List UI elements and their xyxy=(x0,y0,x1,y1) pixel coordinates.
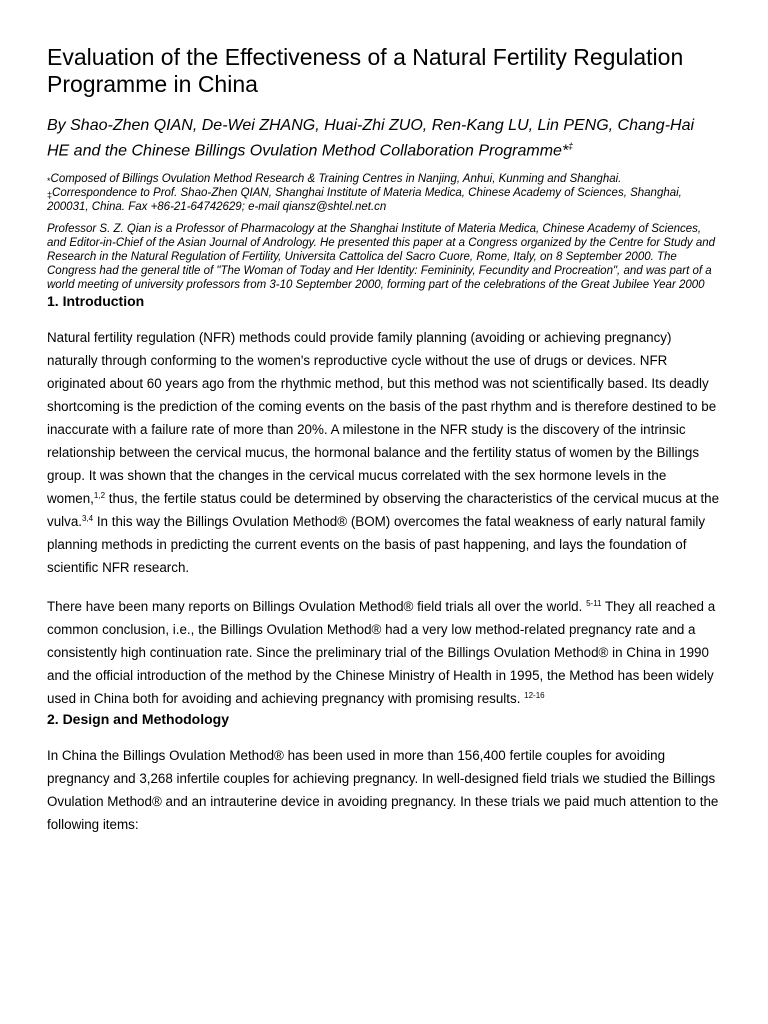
intro-p2-text-a: There have been many reports on Billings Ovulation Method® field trials all over the world. xyxy=(47,599,587,615)
intro-p2-text-b: They all reached a common conclusion, i.e., the Billings Ovulation Method® had a very low method-related pregnancy rate and a consistently high continuation rate. Since the preliminary trial of the Billings Ovulation Method® in China in 1990 and the official introduction of the method by the Chinese Ministry of Health in 1995, the Method has been widely used in China both for avoiding and achieving pregnancy with promising results. xyxy=(47,599,716,707)
footnote-correspondence-mark: ‡ xyxy=(47,190,53,201)
article-title: Evaluation of the Effectiveness of a Natural Fertility Regulation Programme in China xyxy=(47,44,684,97)
citation-ref: 1,2 xyxy=(93,491,106,501)
section-heading-introduction: 1. Introduction xyxy=(47,293,145,310)
design-paragraph-1: In China the Billings Ovulation Method® has been used in more than 156,400 fertile couples for avoiding pregnancy and 3,268 infertile couples for achieving pregnancy. In well-designed field trials we studied the Billings Ovulation Method® and an intrauterine device in avoiding pregnancy. In these trials we paid much attention to the following items: xyxy=(47,748,719,833)
citation-ref: 3,4 xyxy=(81,514,94,524)
intro-p1-text-b: thus, the fertile status could be determined by observing the characteristics of the cervical mucus at the vulva. xyxy=(47,491,720,530)
footnote-correspondence-text: Correspondence to Prof. Shao-Zhen QIAN, Shanghai Institute of Materia Medica, Chinese Academy of Sciences, Shanghai, 200031, China. Fax +86-21-64742629; e-mail qiansz@shtel.net.cn xyxy=(47,187,682,214)
citation-ref: 12-16 xyxy=(524,691,545,701)
section-heading-design: 2. Design and Methodology xyxy=(47,711,230,728)
byline-text: By Shao-Zhen QIAN, De-Wei ZHANG, Huai-Zhi ZUO, Ren-Kang LU, Lin PENG, Chang-Hai HE and the Chinese Billings Ovulation Method Collaboration Programme* xyxy=(47,117,695,160)
footnote-correspondence xyxy=(47,186,717,214)
author-bio: Professor S. Z. Qian is a Professor of Pharmacology at the Shanghai Institute of Materia Medica, Chinese Academy of Sciences, and Editor-in-Chief of the Asian Journal of Andrology. He presented this paper at a Congress organized by the Centre for Study and Research in the Natural Regulation of Fertility, Universita Cattolica del Sacro Cuore, Rome, Italy, on 8 September 2000. The Congress had the general title of "The Woman of Today and Her Identity: Femininity, Fecundity and Procreation", and was part of a world meeting of university professors from 3-10 September 2000, forming part of the celebrations of the Great Jubilee Year 2000 xyxy=(47,223,716,292)
author-byline xyxy=(47,116,707,161)
intro-paragraph-1 xyxy=(47,326,721,579)
footnote-composed xyxy=(47,172,717,186)
footnote-composed-mark: * xyxy=(47,176,51,187)
intro-p1-text-a: Natural fertility regulation (NFR) methods could provide family planning (avoiding or achieving pregnancy) naturally through conforming to the women's reproductive cycle without the use of drugs or devices. NFR originated about 60 years ago from the rhythmic method, but this method was not scientifically based. Its deadly shortcoming is the prediction of the coming events on the basis of the past rhythm and is therefore destined to be inaccurate with a failure rate of more than 20%. A milestone in the NFR study is the discovery of the intrinsic relationship between the cervical mucus, the hormonal balance and the fertility status of women by the Billings group. It was shown that the changes in the cervical mucus correlated with the sex hormone levels in the women, xyxy=(47,330,717,507)
intro-paragraph-2 xyxy=(47,595,721,710)
footnote-composed-text: Composed of Billings Ovulation Method Research & Training Centres in Nanjing, Anhui, Kunming and Shanghai. xyxy=(50,173,622,186)
intro-p1-text-c: In this way the Billings Ovulation Method® (BOM) overcomes the fatal weakness of early natural family planning methods in predicting the current events on the basis of past happening, and lays the foundation of scientific NFR research. xyxy=(47,514,706,576)
byline-marks: ‡ xyxy=(568,141,574,151)
citation-ref: 5-11 xyxy=(586,599,602,609)
